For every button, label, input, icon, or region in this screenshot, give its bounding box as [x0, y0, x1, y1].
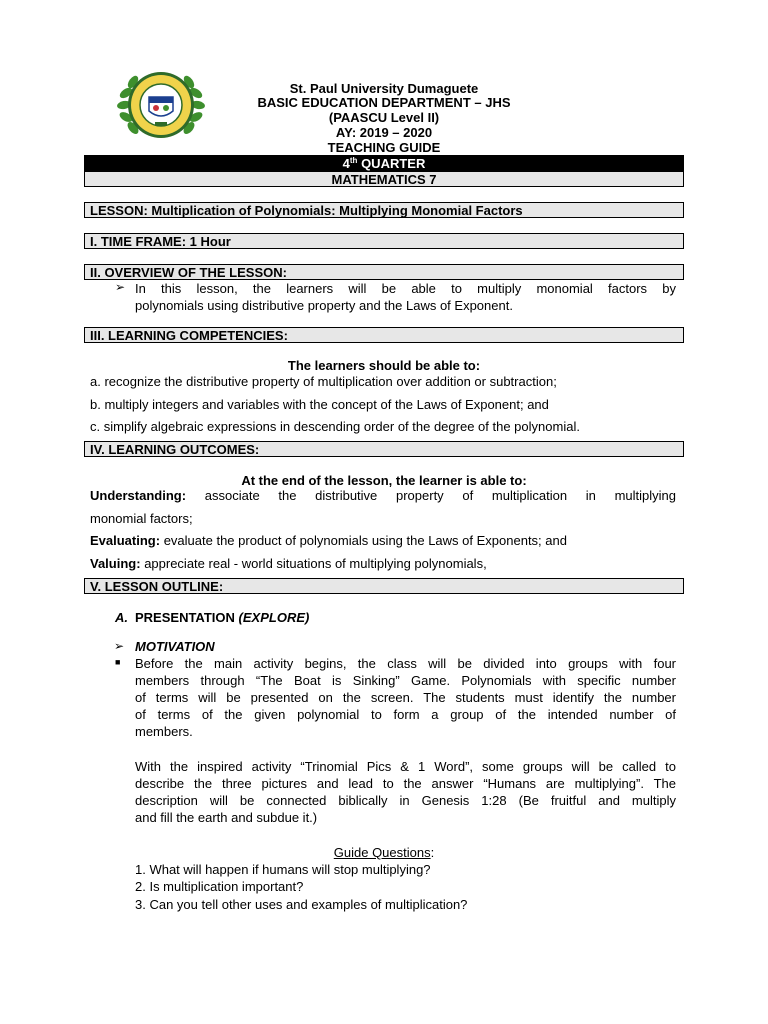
square-bullet-icon: ■	[115, 657, 121, 667]
evaluating-text: evaluate the product of polynomials using the Laws of Exponents; and	[163, 533, 567, 548]
valuing-text: appreciate real - world situations of multiplying polynomials,	[144, 556, 487, 571]
para2-line-1: With the inspired activity “Trinomial Pics & 1 Word”, some groups will be called to	[135, 759, 676, 774]
understanding-line-2: monomial factors;	[90, 511, 193, 526]
para1-line-1: Before the main activity begins, the class will be divided into groups with four	[135, 656, 676, 671]
outline-heading: V. LESSON OUTLINE:	[84, 578, 684, 594]
guide-question-3: 3. Can you tell other uses and examples of multiplication?	[135, 897, 468, 912]
academic-year: AY: 2019 – 2020	[335, 125, 433, 140]
evaluating-line	[90, 532, 567, 549]
para2-line-2: describe the three pictures and lead to the answer “Humans are multiplying”. The	[135, 776, 676, 791]
guide-questions-label: Guide Questions	[333, 845, 431, 860]
school-name: St. Paul University Dumaguete	[289, 81, 479, 96]
competencies-heading: III. LEARNING COMPETENCIES:	[84, 327, 684, 343]
valuing-line	[90, 555, 487, 572]
understanding-label: Understanding:	[90, 488, 187, 503]
time-frame: I. TIME FRAME: 1 Hour	[84, 233, 684, 249]
presentation-letter: A.	[115, 610, 128, 625]
outcomes-intro: At the end of the lesson, the learner is able to:	[241, 473, 527, 488]
quarter-suffix: th	[349, 156, 358, 165]
understanding-line-1	[90, 487, 676, 504]
competencies-intro: The learners should be able to:	[287, 358, 481, 373]
overview-heading: II. OVERVIEW OF THE LESSON:	[84, 264, 684, 280]
presentation-heading	[135, 609, 309, 626]
para2-line-4: and fill the earth and subdue it.)	[135, 810, 318, 825]
guide-questions-title	[0, 844, 768, 861]
valuing-label: Valuing:	[90, 556, 141, 571]
para2-line-3: description will be connected biblically in Genesis 1:28 (Be fruitful and multiply	[135, 793, 676, 808]
evaluating-label: Evaluating:	[90, 533, 161, 548]
lesson-title: LESSON: Multiplication of Polynomials: Multiplying Monomial Factors	[84, 202, 684, 218]
subject-bar: MATHEMATICS 7	[84, 171, 684, 187]
competency-a: a. recognize the distributive property of multiplication over addition or subtraction;	[90, 374, 557, 389]
presentation-label: PRESENTATION	[135, 610, 235, 625]
guide-question-2: 2. Is multiplication important?	[135, 879, 304, 894]
para1-line-2: members through “The Boat is Sinking” Game. Polynomials with specific number	[135, 673, 676, 688]
accreditation: (PAASCU Level II)	[328, 110, 440, 125]
quarter-label: QUARTER	[357, 156, 426, 171]
para1-line-3: of terms will be presented on the screen. The students must identify the number	[135, 690, 676, 705]
department: BASIC EDUCATION DEPARTMENT – JHS	[257, 95, 511, 110]
para1-line-5: members.	[135, 724, 193, 739]
arrow-bullet-icon: ➢	[115, 280, 126, 294]
motivation-heading: MOTIVATION	[135, 639, 215, 654]
overview-line-2: polynomials using distributive property and the Laws of Exponent.	[135, 298, 513, 313]
outcomes-heading: IV. LEARNING OUTCOMES:	[84, 441, 684, 457]
para1-line-4: of terms of the given polynomial to form a group of the intended number of	[135, 707, 676, 722]
guide-question-1: 1. What will happen if humans will stop multiplying?	[135, 862, 431, 877]
document-type: TEACHING GUIDE	[327, 140, 441, 155]
quarter-number: 4	[342, 156, 350, 171]
understanding-text: associate the distributive property of multiplication in multiplying	[204, 488, 676, 503]
explore-label: (EXPLORE)	[238, 610, 310, 625]
guide-questions-colon: :	[430, 845, 435, 860]
competency-b: b. multiply integers and variables with the concept of the Laws of Exponent; and	[90, 397, 549, 412]
arrow-bullet-icon: ➢	[114, 639, 125, 653]
competency-c: c. simplify algebraic expressions in descending order of the degree of the polynomial.	[90, 419, 580, 434]
overview-line-1: In this lesson, the learners will be able to multiply monomial factors by	[135, 281, 676, 296]
quarter-bar	[84, 155, 684, 171]
